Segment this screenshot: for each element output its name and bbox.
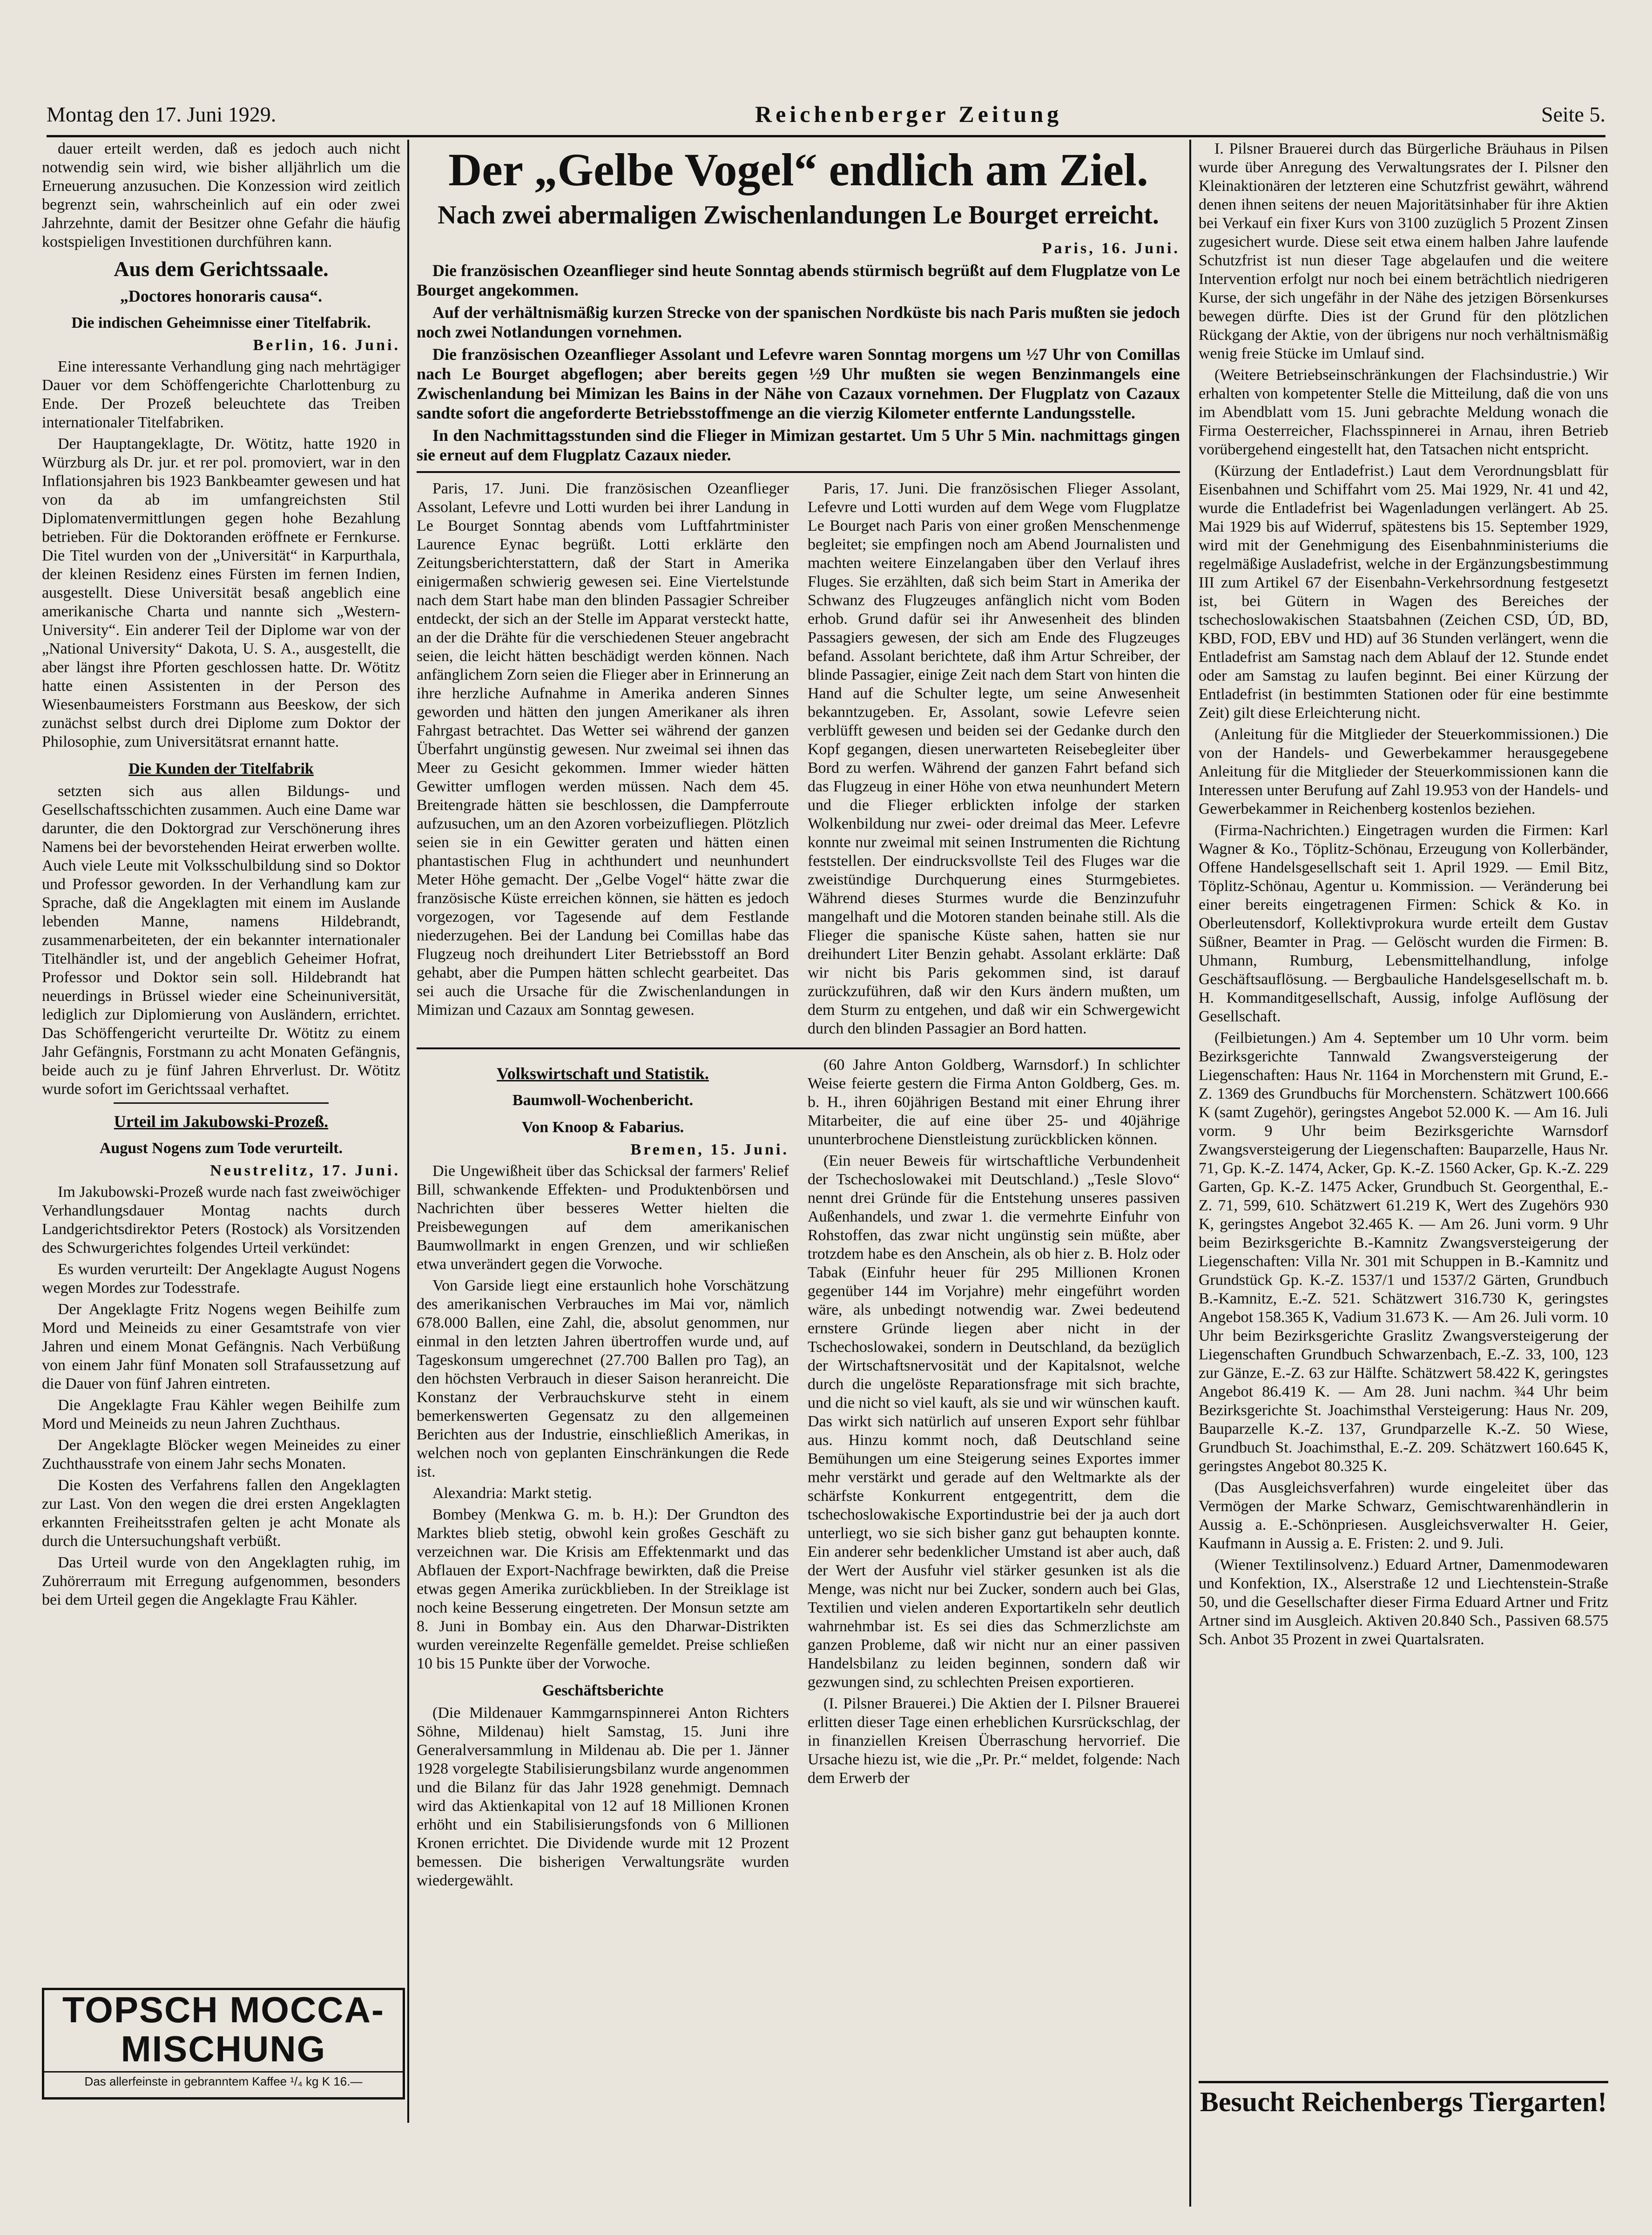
ad-line: MISCHUNG [121, 2028, 326, 2069]
issue-date: Montag den 17. Juni 1929. [47, 102, 276, 126]
section-heading: Urteil im Jakubowski-Prozeß. [114, 1112, 329, 1131]
lead-paragraph: Die französischen Ozeanflieger sind heute Sonntag abends stürmisch begrüßt auf dem Flugplatze von Le Bourget angekommen. [417, 261, 1180, 299]
advertisement-tiergarten: Besucht Reichenbergs Tiergarten! [1199, 2081, 1608, 2128]
rule [417, 1047, 1180, 1049]
column-divider [407, 140, 409, 2123]
paragraph: Paris, 17. Juni. Die französischen Flieger Assolant, Lefevre und Lotti wurden auf dem Wege vom Flugplatze Le Bourget nach Paris von einer großen Menschenmenge begleitet; sie empfingen noch am Abend Journalisten und machten weitere Einzelangaben über den Verlauf ihres Fluges. Sie erzählten, daß sich beim Start in Amerika der Schwanz des Flugzeuges anfänglich nicht vom Boden erhob. Grund dafür sei ihr Anwesenheit des blinden Passagiers gewesen, der sich am Ende des Flugzeuges befand. Assolant berichtete, daß ihm Artur Schreiber, der blinde Passagier, einige Zeit nach dem Start von hinten die Hand auf die Schulter legte, um seine Anwesenheit bekanntzugeben. Er, Assolant, sowie Lefevre seien verblüfft gewesen und beiden sei der Gedanke durch den Kopf gegangen, diesen unerwarteten Reisebegleiter über Bord zu werfen. Während der ganzen Fahrt befand sich das Flugzeug in einer Höhe von etwa neunhundert Metern und die Flieger erblickten infolge der starken Wolkenbildung nur zwei- oder dreimal das Meer. Lefevre konnte nur zweimal mit seinen Instrumenten die Richtung feststellen. Der eindrucksvollste Teil des Fluges war die zweistündige Durchquerung eines Sturmgebietes. Während dieses Sturmes wurde die Benzinzufuhr mangelhaft und die Motoren standen beinahe still. Als die Flieger die spanische Küste sahen, hatten sie nur dreihundert Liter Benzin gehabt. Assolant erklärte: Daß wir nicht bis Paris gekommen sind, ist darauf zurückzuführen, daß wir den Kurs ändern mußten, um dem Sturm zu entgehen, und daß wir ein Schwergewicht durch den blinden Passagier an Bord hatten. [808, 480, 1180, 1037]
lead-paragraph: Die französischen Ozeanflieger Assolant und Lefevre waren Sonntag morgens um ½7 Uhr von Comillas nach Le Bourget abgeflogen; aber bereits gegen ½9 Uhr mußten sie wegen Benzinmangels eine Zwischenlandung bei Mimizan les Bains in der Nähe von Cazaux vornehmen. Der Flugplatz von Cazaux sandte sofort die angeforderte Betriebsstoffmenge an die vierzig Kilometer entfernte Landungsstelle. [417, 345, 1180, 422]
ad-tagline: Das allerfeinste in gebranntem Kaffee ¹/₄ kg K 16.— [44, 2071, 403, 2089]
intro-text: dauer erteilt werden, daß es jedoch auch nicht notwendig sein wird, wie bisher alljährlich um die Erneuerung anzusuchen. Die Konzession wird zeitlich begrenzt sein, wahrscheinlich auf ein oder zwei Jahrzehnte, damit der Besitzer ohne Gefahr die häufig kostspieligen Investitionen durchführen kann. [42, 140, 400, 250]
column-left [42, 140, 400, 2197]
advertisement-mocca [42, 1988, 405, 2100]
headline: Der „Gelbe Vogel“ endlich am Ziel. [448, 144, 1148, 196]
paragraph: Es wurden verurteilt: Der Angeklagte August Nogens wegen Mordes zur Todesstrafe. [42, 1261, 400, 1296]
paragraph: Der Angeklagte Fritz Nogens wegen Beihilfe zum Mord und Meineids zu einer Gesamtstrafe von vier Jahren und einem Monat Gefängnis. Nach Verbüßung von einem Jahr fünf Monaten soll Strafaussetzung auf die Dauer von fünf Jahren eintreten. [42, 1301, 400, 1392]
paragraph: Im Jakubowski-Prozeß wurde nach fast zweiwöchiger Verhandlungsdauer Montag nachts durch Landgerichtsdirektor Peters (Rostock) als Vorsitzenden des Schwurgerichtes folgendes Urteil verkündet: [42, 1183, 400, 1256]
paragraph: (Das Ausgleichsverfahren) wurde eingeleitet über das Vermögen der Marke Schwarz, Gemischtwarenhändlerin in Aussig a. E.-Schönpriesen. Ausgleichsverwalter H. Geier, Kaufmann in Aussig a. E. Fristen: 2. und 9. Juli. [1199, 1479, 1608, 1552]
paragraph: Von Garside liegt eine erstaunlich hohe Vorschätzung des amerikanischen Verbrauches im Mai vor, nämlich 678.000 Ballen, eine Zahl, die, absolut genommen, nur einmal in den letzten Jahren übertroffen wurde und, auf Tageskonsum umgerechnet (27.700 Ballen pro Tag), an den höchsten Verbrauch in dieser Saison heranreicht. Die Konstanz der Verbrauchskurve steht in einem bemerkenswerten Gegensatz zu den allgemeinen Berichten aus der Industrie, einschließlich Amerikas, in welchen noch von geplanten Einschränkungen die Rede ist. [417, 1277, 789, 1480]
page-header [47, 93, 1605, 135]
paragraph: (60 Jahre Anton Goldberg, Warnsdorf.) In schlichter Weise feierte gestern die Firma Anton Goldberg, Ges. m. b. H., ihren 60jährigen Bestand mit einer Ehrung ihrer Mitarbeiter, die auf eine über 25- und 40jährige ununterbrochene Dienstleistung zurückblicken können. [808, 1056, 1180, 1148]
paragraph: setzten sich aus allen Bildungs- und Gesellschaftsschichten zusammen. Auch eine Dame war darunter, die den Doktorgrad zur Verschönerung ihres Namens bei der bevorstehenden Heirat erwerben wollte. Auch viele Leute mit Volksschulbildung sind so Doktor und Professor geworden. In der Verhandlung kam zur Sprache, daß die Angeklagten mit einem im Auslande lebenden Manne, namens Hildebrandt, zusammenarbeiteten, der ein bekannter internationaler Titelhändler ist, und der angeblich Geheimer Hofrat, Professor und Doktor sein soll. Hildebrandt hat neuerdings in Brüssel wieder eine Scheinuniversität, lediglich zur Diplomierung von Ausländern, errichtet. Das Schöffengericht verurteilte Dr. Wötitz zu einem Jahr Gefängnis, Forstmann zu acht Monaten Gefängnis, beide auch zu je fünf Jahren Ehrverlust. Dr. Wötitz wurde sofort im Gerichtssaal verhaftet. [42, 783, 400, 1098]
subheadline: Nach zwei abermaligen Zwischenlandungen Le Bourget erreicht. [438, 201, 1159, 230]
article-title: Baumwoll-Wochenbericht. [512, 1092, 694, 1109]
paragraph: (Kürzung der Entladefrist.) Laut dem Verordnungsblatt für Eisenbahnen und Schiffahrt vom 25. Mai 1929, Nr. 41 und 42, wurde die Entladefrist bei Wagenladungen verlängert. Ab 25. Mai 1929 bis auf Widerruf, spätestens bis 15. September 1929, wird mit der Genehmigung des Eisenbahnministeriums die regelmäßige Ausladefrist, welche in der Ergänzungsbestimmung III zum Artikel 67 der Eisenbahn-Verkehrsordnung festgesetzt ist, bei Gütern in Wagen des Bereiches der tschechoslowakischen Staatsbahnen (Zeichen CSD, ÚD, BD, KBD, FOD, EBV und HD) auf 36 Stunden verlängert, wenn die Entladefrist am Samstag nach dem Ablauf der 12. Stunde endet oder am Samstag zu laufen beginnt. Bei einer Kürzung der Entladefrist (in bestimmten Stationen oder für eine bestimmte Zeit) gilt diese Erleichterung nicht. [1199, 462, 1608, 722]
paragraph: Der Hauptangeklagte, Dr. Wötitz, hatte 1920 in Würzburg als Dr. jur. et rer pol. promoviert, war in den Inflationsjahren bis 1923 Bankbeamter gewesen und hat von da ab im umfangreichsten Stil Diplomatenvermittlungen gegen hohe Bezahlung betrieben. Für die Doktoranden eröffnete er Fernkurse. Die Titel wurden von der „Universität“ in Karpurthala, der kleinen Residenz eines Fürsten im fernen Indien, ausgestellt. Diese Universität besaß angeblich eine amerikanische Charta und nannte sich „Western-University“. Ein anderer Teil der Diplome war von der „National University“ Dakota, U. S. A., ausgestellt, die aber längst ihre Pforten geschlossen hatte. Dr. Wötitz hatte einen Assistenten in der Person des Wiesenbaumeisters Forstmann aus Beeskow, der sich zunächst selbst durch drei Diplome zum Doktor der Philosophie, zum Universitätsrat ernannt hatte. [42, 435, 400, 750]
paragraph: (Die Mildenauer Kammgarnspinnerei Anton Richters Söhne, Mildenau) hielt Samstag, 15. Juni ihre Generalversammlung in Mildenau ab. Die per 1. Jänner 1928 vorgelegte Stabilisierungsbilanz wurde angenommen und die Bilanz für das Jahr 1928 genehmigt. Demnach wird das Aktienkapital von 12 auf 18 Millionen Kronen erhöht und ein Stabilisierungsfonds von 6 Millionen Kronen errichtet. Die Dividende wurde mit 12 Prozent bemessen. Die bisherigen Verwaltungsräte wurden wiedergewählt. [417, 1704, 789, 1889]
masthead: Reichenberger Zeitung [755, 101, 1063, 127]
dateline: Berlin, 16. Juni. [253, 337, 400, 354]
article-subtitle: August Nogens zum Tode verurteilt. [99, 1140, 343, 1157]
article-columns [417, 479, 1180, 1041]
rule [417, 471, 1180, 473]
economy-columns [417, 1056, 1180, 1893]
paragraph: Die Angeklagte Frau Kähler wegen Beihilfe zum Mord und Meineids zu neun Jahren Zuchthaus. [42, 1397, 400, 1432]
dateline: Paris, 16. Juni. [1042, 240, 1180, 257]
column-divider [1189, 140, 1191, 2207]
column-right [1199, 140, 1608, 2207]
article-subtitle: Die indischen Geheimnisse einer Titelfabrik. [71, 314, 371, 331]
section-heading: Geschäftsberichte [542, 1682, 664, 1699]
divider [114, 1102, 329, 1104]
paragraph: (Ein neuer Beweis für wirtschaftliche Verbundenheit der Tschechoslowakei mit Deutschland.) „Tesle Slovo“ nennt drei Gründe für die Entstehung unseres passiven Außenhandels, und zwar 1. die vermehrte Einfuhr von Rohstoffen, das zwar nicht ungünstig sein müßte, aber trotzdem habe es den Anschein, als ob hier z. B. Holz oder Tabak (Einfuhr heuer für 295 Millionen Kronen gegenüber 144 im Vorjahre) mehr eingeführt worden wäre, als unbedingt notwendig war. Zwei bedeutend ernstere Gründe liegen aber nicht in der Tschechoslowakei, sondern in Deutschland, da bezüglich der Wirtschaftsnervosität und der Kapitalsnot, welche durch die ungelöste Reparationsfrage mit sich brachte, und die nicht so viel kauft, als sie und wir wünschen kauft. Das wirkt sich natürlich auf unseren Export sehr fühlbar aus. Hinzu kommt noch, daß Deutschland seine Bemühungen um eine Steigerung seines Exportes immer mehr verstärkt und gerade auf den Weltmarkte als der schärfste Konkurrent entgegentritt, dem die tschechoslowakische Exportindustrie bei der ja auch dort unterliegt, wo sie sich bisher ganz gut behaupten konnte. Ein anderer sehr bedenklicher Umstand ist aber auch, daß der Wert der Ausfuhr viel stärker gesunken ist als die Menge, was nicht nur bei Zucker, sondern auch bei Glas, Textilien und vielen anderen Exportartikeln sehr deutlich wahrnehmbar ist. Es sei dies das Schmerzlichste am ganzen Probleme, daß wir nicht nur an einer passiven Handelsbilanz zu leiden beginnen, sondern daß wir gezwungen sind, zu schlechten Preisen exportieren. [808, 1152, 1180, 1691]
section-heading: Volkswirtschaft und Statistik. [497, 1064, 709, 1083]
paragraph: Die Ungewißheit über das Schicksal der farmers' Relief Bill, schwankende Effekten- und Produktenbörsen und Nachrichten über besseres Wetter hielten die Preisbewegungen auf dem amerikanischen Baumwollmarkt in engen Grenzen, und wir schließen etwa unverändert gegen die Vorwoche. [417, 1162, 789, 1273]
section-heading: Aus dem Gerichtssaale. [114, 257, 329, 281]
dateline: Bremen, 15. Juni. [630, 1141, 789, 1158]
paragraph: (Weitere Betriebseinschränkungen der Flachsindustrie.) Wir erhalten von kompetenter Stelle die Mitteilung, daß die von uns im Abendblatt vom 15. Juni gebrachte Meldung wonach die Firma Oesterreicher, Flachsspinnerei in Arnau, ihren Betrieb vorübergehend eingestellt hat, den Tatsachen nicht entspricht. [1199, 366, 1608, 458]
paragraph: (Wiener Textilinsolvenz.) Eduard Artner, Damenmodewaren und Konfektion, IX., Alserstraße 12 und Liechtenstein-Straße 50, und die Gesellschafter dieser Firma Eduard Artner und Fritz Artner sind im Ausgleich. Aktiven 20.840 Sch., Passiven 68.575 Sch. Anbot 35 Prozent in zwei Quartalsraten. [1199, 1556, 1608, 1648]
paragraph: Eine interessante Verhandlung ging nach mehrtägiger Dauer vor dem Schöffengerichte Charlottenburg zu Ende. Der Prozeß beleuchtete das Treiben internationaler Titelfabriken. [42, 358, 400, 431]
lead-paragraph: In den Nachmittagsstunden sind die Flieger in Mimizan gestartet. Um 5 Uhr 5 Min. nachmittags gingen sie erneut auf dem Flugplatz Cazaux nieder. [417, 426, 1180, 464]
ad-line: TOPSCH MOCCA- [62, 1989, 384, 2030]
paragraph: (Firma-Nachrichten.) Eingetragen wurden die Firmen: Karl Wagner & Ko., Töplitz-Schönau, Erzeugung von Kollerbänder, Offene Handelsgesellschaft seit 1. April 1929. — Emil Bitz, Töplitz-Schönau, Agentur u. Kommission. — Veränderung bei einer bereits eingetragenen Firmen: Schick & Ko. in Oberleutensdorf, Kollektivprokura wurde erteilt dem Gustav Süßner, Beamter in Prag. — Gelöscht wurden die Firmen: B. Uhmann, Rumburg, Lebensmittelhandlung, infolge Geschäftsauflösung. — Bergbauliche Handelsgesellschaft m. b. H. Kommanditgesellschaft, Aussig, infolge Auflösung der Gesellschaft. [1199, 822, 1608, 1025]
paragraph: Alexandria: Markt stetig. [432, 1485, 592, 1502]
paragraph: (Feilbietungen.) Am 4. September um 10 Uhr vorm. beim Bezirksgerichte Tannwald Zwangsversteigerung der Liegenschaften: Haus Nr. 1164 in Morchenstern mit Grund, E.-Z. 1369 des Grundbuchs für Morchenstern. Schätzwert 100.666 K (samt Zugehör), geringstes Angebot 52.000 K. — Am 16. Juli vorm. 9 Uhr beim Bezirksgerichte Warnsdorf Zwangsversteigerung der Liegenschaften: Bauparzelle, Haus Nr. 71, Gp. K.-Z. 1474, Acker, Gp. K.-Z. 1560 Acker, Gp. K.-Z. 229 Garten, Gp. K.-Z. 1475 Acker, Grundbuch St. Georgenthal, E.-Z. 71, 599, 610. Schätzwert 61.219 K, Wert des Zugehörs 930 K, geringstes Angebot 32.465 K. — Am 26. Juni vorm. 9 Uhr beim Bezirksgerichte B.-Kamnitz Zwangsversteigerung der Liegenschaften: Villa Nr. 301 mit Schuppen in B.-Kamnitz und Grundstück Gp. K.-Z. 1537/1 und 1537/2 Gärten, Grundbuch B.-Kamnitz, E.-Z. 521. Schätzwert 316.730 K, geringstes Angebot 158.365 K, Vadium 31.673 K. — Am 26. Juli vorm. 10 Uhr beim Bezirksgerichte Graslitz Zwangsversteigerung der Liegenschaften Grundbuch Schwarzenbach, E.-Z. 33, 100, 123 zur Gänze, E.-Z. 63 zur Hälfte. Schätzwert 58.422 K, geringstes Angebot 86.419 K. — Am 28. Juni nachm. ¾4 Uhr beim Bezirksgerichte St. Joachimsthal Versteigerung: Haus Nr. 209, Bauparzelle K.-Z. 137, Grundparzelle K.-Z. 50 Wiese, Grundbuch St. Joachimsthal, E.-Z. 209. Schätzwert 160.645 K, geringstes Angebot 80.325 K. [1199, 1029, 1608, 1475]
page-number: Seite 5. [1541, 102, 1605, 126]
lead-paragraph: Auf der verhältnismäßig kurzen Strecke von der spanischen Nordküste bis nach Paris mußten sie jedoch noch zwei Notlandungen vornehmen. [417, 303, 1180, 341]
paragraph: I. Pilsner Brauerei durch das Bürgerliche Bräuhaus in Pilsen wurde über Anregung des Verwaltungsrates der I. Pilsner den Kleinaktionären der letzteren eine Schutzfrist gewährt, während denen ihnen seitens der neuen Majoritätsinhaber für ihre Aktien bei Verkauf ein fixer Kurs von 3100 zuzüglich 5 Prozent Zinsen zugesichert wurde. Diese seit etwa einem halben Jahre laufende Schutzfrist ist nun dieser Tage abgelaufen und die weitere Intervention erfolgt nur noch bei einem beträchtlich niedrigeren Kurse, der sich ungefähr in der Nähe des jetzigen Börsenkurses bewegen dürfte. Dies ist der Grund für den plötzlichen Rückgang der Aktie, von der übrigens nur noch verhältnismäßig wenig freie Stücke im Umlauf sind. [1199, 140, 1608, 362]
column-center [417, 140, 1180, 2207]
paragraph: Die Kosten des Verfahrens fallen den Angeklagten zur Last. Von den wegen die drei ersten Angeklagten erkannten Freiheitsstrafen gelten je acht Monate als durch die Untersuchungshaft verbüßt. [42, 1477, 400, 1550]
article-title: „Doctores honoraris causa“. [120, 287, 323, 305]
header-rule [47, 135, 1605, 137]
paragraph: (Anleitung für die Mitglieder der Steuerkommissionen.) Die von der Handels- und Gewerbekammer herausgegebene Anleitung für die Mitglieder der Steuerkommissionen kann die Interessen unter Berufung auf Zahl 19.953 von der Handels- und Gewerbekammer in Reichenberg kostenlos beziehen. [1199, 726, 1608, 817]
dateline: Neustrelitz, 17. Juni. [210, 1162, 400, 1179]
paragraph: (I. Pilsner Brauerei.) Die Aktien der I. Pilsner Brauerei erlitten dieser Tage einen erheblichen Kursrückschlag, der in finanziellen Kreisen Überraschung hervorrief. Die Ursache hiezu ist, wie die „Pr. Pr.“ meldet, folgende: Nach dem Erwerb der [808, 1695, 1180, 1787]
paragraph: Der Angeklagte Blöcker wegen Meineides zu einer Zuchthausstrafe von einem Jahr sechs Monaten. [42, 1437, 400, 1472]
paragraph: Paris, 17. Juni. Die französischen Ozeanflieger Assolant, Lefevre und Lotti wurden bei ihrer Landung in Le Bourget Sonntag abends vom Luftfahrtminister Laurence Eynac begrüßt. Lotti erklärte den Zeitungsberichterstattern, daß der Start in Amerika einigermaßen schwierig gewesen sei. Eine Viertelstunde nach dem Start habe man den blinden Passagier Schreiber entdeckt, der sich an der Stelle im Apparat versteckt hatte, an der die Drähte für die verschiedenen Steuer angebracht seien, die leicht hätten beschädigt werden können. Nach anfänglichem Zorn seien die Flieger aber in Erinnerung an ihre herzliche Aufnahme in Amerika anderen Sinnes geworden und hätten den jungen Amerikaner als ihren Fahrgast betrachtet. Das Wetter sei während der ganzen Überfahrt ungünstig gewesen. Nur zweimal sei ihnen das Meer zu Gesicht gekommen. Immer wieder hätten Gewitter umflogen werden müssen. Nach dem 45. Breitengrade hätten sie beschlossen, die Dampferroute aufzusuchen, um an den Azoren vorbeizufliegen. Plötzlich seien sie in ein Gewitter geraten und hätten einen phantastischen Flug in achthundert und neunhundert Meter Höhe gemacht. Der „Gelbe Vogel“ hätte zwar die französische Küste erreichen können, sie hätten es jedoch vorgezogen, vor Tagesende auf dem Festlande niederzugehen. Bei der Landung bei Comillas habe das Flugzeug noch dreihundert Liter Betriebsstoff an Bord gehabt, aber die Pumpen hätten schlecht gearbeitet. Das sei auch die Ursache für die Zwischenlandungen in Mimizan und Cazaux am Sonntag gewesen. [417, 480, 789, 1019]
paragraph: Das Urteil wurde von den Angeklagten ruhig, im Zuhörerraum mit Erregung aufgenommen, besonders bei dem Urteil gegen die Angeklagte Frau Kähler. [42, 1554, 400, 1608]
byline: Von Knoop & Fabarius. [521, 1119, 684, 1136]
subheading: Die Kunden der Titelfabrik [128, 760, 314, 777]
paragraph: Bombey (Menkwa G. m. b. H.): Der Grundton des Marktes blieb stetig, obwohl kein großes Geschäft zu verzeichnen war. Die Krisis am Effektenmarkt und das Abflauen der Export-Nachfrage bewirkten, daß die Preise etwas gegen Amerika zurückblieben. In der Streiklage ist noch keine Besserung eingetreten. Der Monsun setzte am 8. Juni in Bombay ein. Aus den Dharwar-Distrikten wurden vereinzelte Regenfälle gemeldet. Preise schließen 10 bis 15 Punkte über der Vorwoche. [417, 1506, 789, 1672]
